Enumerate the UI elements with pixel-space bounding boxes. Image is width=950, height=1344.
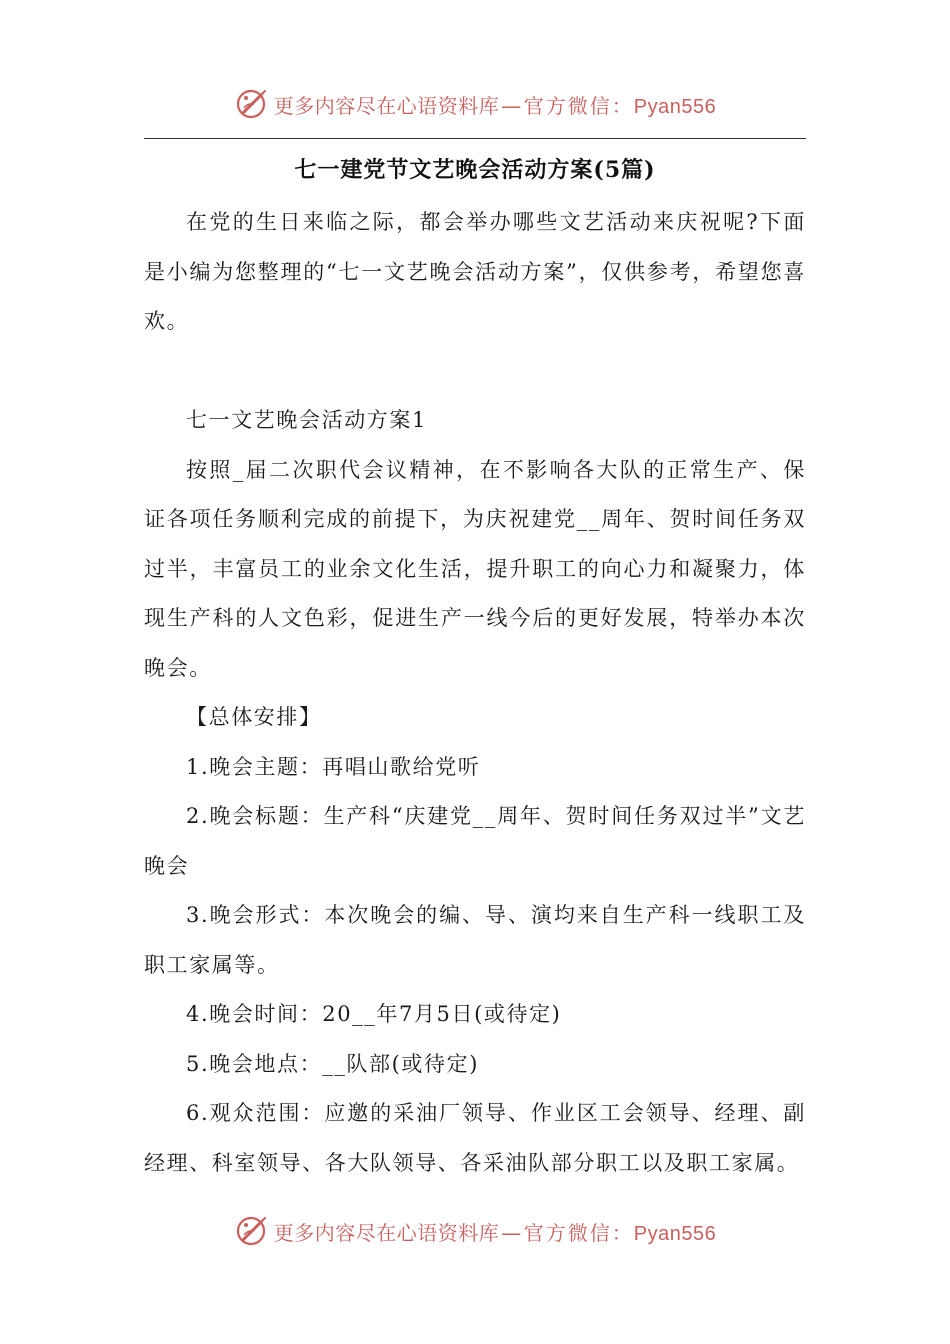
body-paragraph: 按照_届二次职代会议精神，在不影响各大队的正常生产、保证各项任务顺利完成的前提下，为庆祝建党__周年、贺时间任务双过半，丰富员工的业余文化生活，提升职工的向心力和凝聚力，体现生产科的人文色彩，促进生产一线今后的更好发展，特举办本次晚会。 <box>144 457 806 680</box>
header-brand: 更多内容尽在心语资料库 <box>273 93 500 118</box>
list-item: 6.观众范围：应邀的采油厂领导、作业区工会领导、经理、副经理、科室领导、各大队领导、各采油队部分职工以及职工家属。 <box>144 1101 806 1175</box>
footer-brand: 更多内容尽在心语资料库 <box>273 1220 500 1245</box>
footer-separator: — <box>501 1220 522 1245</box>
document-body <box>144 198 806 1188</box>
header-sub: 官方微信： <box>523 93 634 118</box>
footer-banner-text <box>274 1217 716 1246</box>
document-title: 七一建党节文艺晚会活动方案(5篇) <box>294 157 656 183</box>
list-item: 2.晚会标题：生产科“庆建党__周年、贺时间任务双过半”文艺晚会 <box>144 804 806 878</box>
footer-sub: 官方微信： <box>523 1220 634 1245</box>
header-separator: — <box>501 93 522 118</box>
header-banner <box>0 84 950 124</box>
header-banner-text <box>274 90 716 119</box>
pen-logo-icon <box>234 86 270 122</box>
blank-line <box>144 347 806 397</box>
header-divider <box>144 138 806 139</box>
intro-paragraph: 在党的生日来临之际，都会举办哪些文艺活动来庆祝呢?下面是小编为您整理的“七一文艺晚会活动方案”，仅供参考，希望您喜欢。 <box>144 210 806 333</box>
footer-banner <box>0 1211 950 1251</box>
list-item: 5.晚会地点：__队部(或待定) <box>186 1051 480 1076</box>
section-heading: 七一文艺晚会活动方案1 <box>186 408 427 432</box>
footer-wechat: Pyan556 <box>633 1222 717 1245</box>
subsection-heading: 【总体安排】 <box>186 705 322 729</box>
pen-logo-icon <box>234 1213 270 1249</box>
list-item: 3.晚会形式：本次晚会的编、导、演均来自生产科一线职工及职工家属等。 <box>144 903 806 977</box>
list-item: 1.晚会主题：再唱山歌给党听 <box>186 754 481 779</box>
list-item: 4.晚会时间：20__年7月5日(或待定) <box>186 1002 562 1026</box>
header-wechat: Pyan556 <box>633 95 717 118</box>
